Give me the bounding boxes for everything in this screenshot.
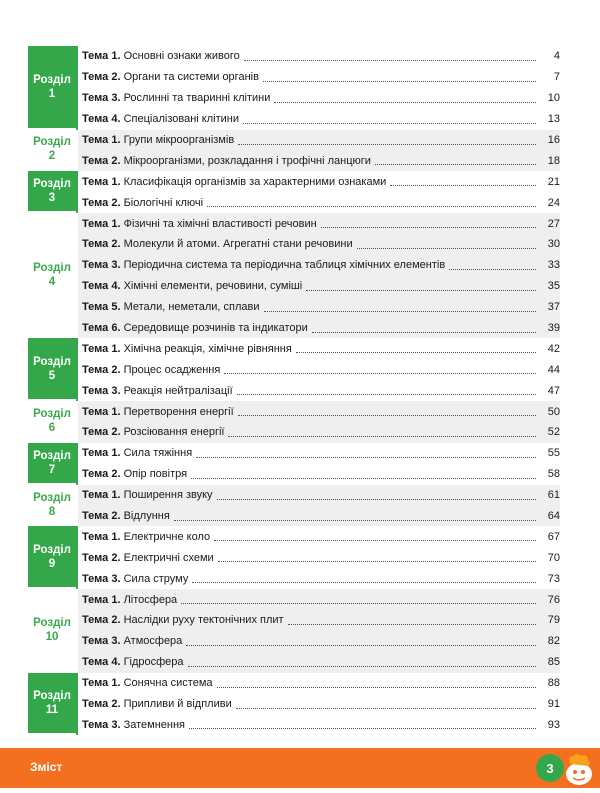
- topic-title: Припливи й відпливи: [123, 698, 232, 711]
- dot-leader: [312, 324, 536, 333]
- topic-row[interactable]: [78, 673, 560, 694]
- topic-number: 1.: [111, 134, 121, 146]
- topic-title: Періодична система та періодична таблиця хімічних елементів: [123, 259, 446, 272]
- topic-prefix-word: Тема: [82, 468, 109, 481]
- topic-number: 1.: [111, 677, 121, 690]
- topic-title: Наслідки руху тектонічних плит: [123, 614, 284, 627]
- topic-prefix-word: Тема: [82, 510, 109, 523]
- topic-prefix-word: Тема: [82, 322, 109, 335]
- topic-row[interactable]: [78, 338, 560, 359]
- dot-leader: [191, 470, 536, 479]
- topic-title: Поширення звуку: [123, 489, 213, 502]
- topic-row[interactable]: [78, 192, 560, 213]
- topic-number: 2.: [111, 551, 121, 564]
- dot-leader: [217, 491, 536, 500]
- topic-title: Реакція нейтралізації: [123, 384, 233, 397]
- dot-leader: [174, 512, 536, 521]
- topic-page-number: 44: [547, 363, 560, 376]
- topic-title: Мікроорганізми, розкладання і трофічні ланцюги: [123, 154, 371, 167]
- topic-number: 2.: [111, 468, 121, 481]
- topic-title: Фізичні та хімічні властивості речовин: [123, 217, 317, 230]
- topic-number: 3.: [111, 384, 121, 397]
- topic-number: 1.: [111, 489, 121, 502]
- topic-number: 1.: [111, 217, 121, 230]
- topic-row[interactable]: [78, 380, 560, 401]
- page-number-badge: 3: [536, 754, 564, 782]
- topic-number: 1.: [111, 342, 121, 355]
- topic-row[interactable]: [78, 694, 560, 715]
- dot-leader: [186, 637, 536, 646]
- topic-row[interactable]: [78, 150, 560, 171]
- topic-row[interactable]: [78, 568, 560, 589]
- topic-page-number: 67: [547, 530, 560, 543]
- topic-prefix-word: Тема: [82, 50, 109, 63]
- dot-leader: [217, 679, 536, 688]
- topic-row[interactable]: [78, 213, 560, 234]
- topic-number: 3.: [111, 635, 121, 648]
- topic-row[interactable]: [78, 485, 560, 506]
- topic-prefix-word: Тема: [82, 572, 109, 585]
- topic-number: 3.: [111, 718, 121, 731]
- topic-list: [76, 46, 560, 130]
- dot-leader: [306, 282, 536, 291]
- topic-number: 3.: [111, 259, 121, 272]
- topic-prefix-word: Тема: [82, 238, 109, 251]
- topic-title: Спеціалізовані клітини: [123, 113, 239, 126]
- topic-row[interactable]: [78, 631, 560, 652]
- topic-prefix-word: Тема: [82, 635, 109, 648]
- topic-title: Сонячна система: [123, 677, 213, 690]
- topic-row[interactable]: [78, 422, 560, 443]
- topic-title: Електричне коло: [123, 530, 211, 543]
- dot-leader: [243, 115, 536, 124]
- topic-prefix-word: Тема: [82, 426, 109, 439]
- topic-number: 3.: [111, 92, 121, 105]
- section-label: Розділ 8: [28, 485, 76, 527]
- topic-title: Процес осадження: [123, 363, 221, 376]
- topic-list: [76, 130, 560, 172]
- dot-leader: [236, 700, 536, 709]
- dot-leader: [274, 94, 536, 103]
- dot-leader: [224, 365, 536, 374]
- topic-page-number: 61: [547, 489, 560, 502]
- section-label: Розділ 4: [28, 213, 76, 338]
- topic-prefix-word: Тема: [82, 113, 109, 126]
- topic-row[interactable]: [78, 589, 560, 610]
- section-6: [28, 401, 560, 443]
- section-label: Розділ 6: [28, 401, 76, 443]
- topic-number: 4.: [111, 656, 121, 669]
- topic-title: Літосфера: [123, 593, 178, 606]
- table-of-contents: [28, 46, 560, 735]
- topic-page-number: 4: [553, 50, 560, 63]
- topic-title: Середовище розчинів та індикатори: [123, 322, 308, 335]
- topic-title: Групи мікроорганізмів: [123, 134, 235, 146]
- topic-row[interactable]: [78, 610, 560, 631]
- dot-leader: [263, 73, 536, 82]
- section-5: [28, 338, 560, 401]
- topic-page-number: 82: [547, 635, 560, 648]
- topic-title: Опір повітря: [123, 468, 188, 481]
- section-7: [28, 443, 560, 485]
- section-label: Розділ 9: [28, 526, 76, 589]
- topic-row[interactable]: [78, 443, 560, 464]
- topic-title: Органи та системи органів: [123, 71, 259, 84]
- topic-prefix-word: Тема: [82, 196, 109, 209]
- topic-number: 2.: [111, 614, 121, 627]
- topic-page-number: 30: [547, 238, 560, 251]
- topic-row[interactable]: [78, 130, 560, 151]
- topic-page-number: 35: [547, 280, 560, 293]
- dot-leader: [244, 52, 536, 61]
- section-3: [28, 171, 560, 213]
- section-label: Розділ 3: [28, 171, 76, 213]
- dot-leader: [238, 407, 536, 416]
- topic-prefix-word: Тема: [82, 363, 109, 376]
- topic-row[interactable]: [78, 547, 560, 568]
- topic-row[interactable]: [78, 276, 560, 297]
- section-label: Розділ 10: [28, 589, 76, 673]
- section-label: Розділ 2: [28, 130, 76, 172]
- topic-row[interactable]: [78, 67, 560, 88]
- topic-row[interactable]: [78, 652, 560, 673]
- topic-page-number: 70: [547, 551, 560, 564]
- topic-prefix-word: Тема: [82, 259, 109, 272]
- topic-list: [76, 589, 560, 673]
- topic-page-number: 52: [547, 426, 560, 439]
- topic-title: Сила тяжіння: [123, 447, 193, 460]
- topic-row[interactable]: [78, 464, 560, 485]
- topic-row[interactable]: [78, 88, 560, 109]
- topic-title: Сила струму: [123, 572, 189, 585]
- dot-leader: [237, 386, 536, 395]
- topic-prefix-word: Тема: [82, 551, 109, 564]
- topic-page-number: 50: [547, 405, 560, 418]
- topic-prefix-word: Тема: [82, 175, 109, 188]
- topic-row[interactable]: [78, 526, 560, 547]
- topic-page-number: 16: [547, 134, 560, 146]
- topic-title: Біологічні ключі: [123, 196, 204, 209]
- topic-title: Відлуння: [123, 510, 170, 523]
- section-label: Розділ 1: [28, 46, 76, 130]
- topic-row[interactable]: [78, 255, 560, 276]
- topic-title: Хімічні елементи, речовини, суміші: [123, 280, 303, 293]
- topic-prefix-word: Тема: [82, 384, 109, 397]
- topic-row[interactable]: [78, 234, 560, 255]
- topic-title: Електричні схеми: [123, 551, 214, 564]
- section-11: [28, 673, 560, 736]
- dot-leader: [189, 720, 536, 729]
- topic-title: Атмосфера: [123, 635, 183, 648]
- topic-list: [76, 401, 560, 443]
- topic-number: 4.: [111, 280, 121, 293]
- topic-prefix-word: Тема: [82, 656, 109, 669]
- topic-number: 3.: [111, 572, 121, 585]
- topic-number: 2.: [111, 363, 121, 376]
- dot-leader: [214, 532, 536, 541]
- topic-page-number: 13: [547, 113, 560, 126]
- topic-row[interactable]: [78, 715, 560, 736]
- topic-list: [76, 673, 560, 736]
- topic-title: Метали, неметали, сплави: [123, 301, 260, 314]
- topic-row[interactable]: [78, 297, 560, 318]
- topic-number: 1.: [111, 530, 121, 543]
- section-9: [28, 526, 560, 589]
- topic-title: Гідросфера: [123, 656, 184, 669]
- topic-page-number: 85: [547, 656, 560, 669]
- topic-row[interactable]: [78, 171, 560, 192]
- section-label: Розділ 5: [28, 338, 76, 401]
- section-label: Розділ 7: [28, 443, 76, 485]
- topic-number: 1.: [111, 447, 121, 460]
- dot-leader: [375, 156, 536, 165]
- topic-list: [76, 485, 560, 527]
- topic-page-number: 47: [547, 384, 560, 397]
- topic-page-number: 93: [547, 718, 560, 731]
- topic-prefix-word: Тема: [82, 92, 109, 105]
- topic-number: 2.: [111, 154, 121, 167]
- topic-number: 1.: [111, 405, 121, 418]
- topic-prefix-word: Тема: [82, 71, 109, 84]
- topic-title: Класифікація організмів за характерними ознаками: [123, 175, 387, 188]
- section-8: [28, 485, 560, 527]
- topic-row[interactable]: [78, 109, 560, 130]
- topic-list: [76, 338, 560, 401]
- topic-page-number: 33: [547, 259, 560, 272]
- section-1: [28, 46, 560, 130]
- dot-leader: [288, 616, 536, 625]
- dot-leader: [181, 595, 536, 604]
- topic-number: 6.: [111, 322, 121, 335]
- topic-number: 1.: [111, 50, 121, 63]
- topic-number: 1.: [111, 175, 121, 188]
- topic-title: Затемнення: [123, 718, 185, 731]
- topic-prefix-word: Тема: [82, 530, 109, 543]
- topic-page-number: 27: [547, 217, 560, 230]
- topic-list: [76, 526, 560, 589]
- topic-number: 2.: [111, 238, 121, 251]
- topic-row[interactable]: [78, 359, 560, 380]
- topic-page-number: 18: [547, 154, 560, 167]
- dot-leader: [390, 177, 536, 186]
- topic-prefix-word: Тема: [82, 447, 109, 460]
- dot-leader: [188, 658, 536, 667]
- topic-prefix-word: Тема: [82, 677, 109, 690]
- topic-page-number: 7: [553, 71, 560, 84]
- topic-row[interactable]: [78, 318, 560, 339]
- section-4: [28, 213, 560, 338]
- topic-page-number: 39: [547, 322, 560, 335]
- topic-prefix-word: Тема: [82, 718, 109, 731]
- topic-number: 5.: [111, 301, 121, 314]
- topic-page-number: 88: [547, 677, 560, 690]
- topic-row[interactable]: [78, 401, 560, 422]
- topic-prefix-word: Тема: [82, 342, 109, 355]
- topic-list: [76, 443, 560, 485]
- dot-leader: [192, 574, 536, 583]
- topic-number: 1.: [111, 593, 121, 606]
- dot-leader: [207, 198, 536, 207]
- section-10: [28, 589, 560, 673]
- dot-leader: [196, 449, 536, 458]
- dot-leader: [218, 553, 536, 562]
- section-label: Розділ 11: [28, 673, 76, 736]
- topic-page-number: 76: [547, 593, 560, 606]
- section-2: [28, 130, 560, 172]
- topic-page-number: 73: [547, 572, 560, 585]
- dot-leader: [357, 240, 536, 249]
- topic-prefix-word: Тема: [82, 134, 109, 146]
- topic-number: 4.: [111, 113, 121, 126]
- topic-page-number: 21: [547, 175, 560, 188]
- topic-prefix-word: Тема: [82, 217, 109, 230]
- topic-prefix-word: Тема: [82, 489, 109, 502]
- topic-page-number: 24: [547, 196, 560, 209]
- dot-leader: [228, 428, 536, 437]
- topic-page-number: 64: [547, 510, 560, 523]
- topic-title: Хімічна реакція, хімічне рівняння: [123, 342, 292, 355]
- topic-number: 2.: [111, 196, 121, 209]
- topic-title: Молекули й атоми. Агрегатні стани речовини: [123, 238, 353, 251]
- dot-leader: [321, 219, 536, 228]
- topic-row[interactable]: [78, 506, 560, 527]
- topic-title: Розсіювання енергії: [123, 426, 225, 439]
- mascot-icon: [562, 750, 596, 788]
- topic-prefix-word: Тема: [82, 301, 109, 314]
- topic-title: Рослинні та тваринні клітини: [123, 92, 271, 105]
- topic-page-number: 10: [547, 92, 560, 105]
- topic-page-number: 91: [547, 698, 560, 711]
- topic-prefix-word: Тема: [82, 280, 109, 293]
- topic-page-number: 42: [547, 342, 560, 355]
- topic-title: Перетворення енергії: [123, 405, 234, 418]
- topic-prefix-word: Тема: [82, 405, 109, 418]
- topic-list: [76, 171, 560, 213]
- topic-page-number: 55: [547, 447, 560, 460]
- topic-prefix-word: Тема: [82, 154, 109, 167]
- topic-number: 2.: [111, 698, 121, 711]
- topic-prefix-word: Тема: [82, 614, 109, 627]
- topic-prefix-word: Тема: [82, 698, 109, 711]
- topic-row[interactable]: [78, 46, 560, 67]
- dot-leader: [296, 344, 536, 353]
- topic-page-number: 58: [547, 468, 560, 481]
- dot-leader: [449, 261, 536, 270]
- topic-number: 2.: [111, 510, 121, 523]
- topic-prefix-word: Тема: [82, 593, 109, 606]
- topic-title: Основні ознаки живого: [123, 50, 240, 63]
- topic-list: [76, 213, 560, 338]
- topic-page-number: 79: [547, 614, 560, 627]
- dot-leader: [238, 136, 536, 145]
- topic-number: 2.: [111, 71, 121, 84]
- dot-leader: [264, 303, 536, 312]
- footer-bar: [0, 748, 600, 788]
- topic-page-number: 37: [547, 301, 560, 314]
- footer-label: Зміст: [30, 760, 63, 774]
- topic-number: 2.: [111, 426, 121, 439]
